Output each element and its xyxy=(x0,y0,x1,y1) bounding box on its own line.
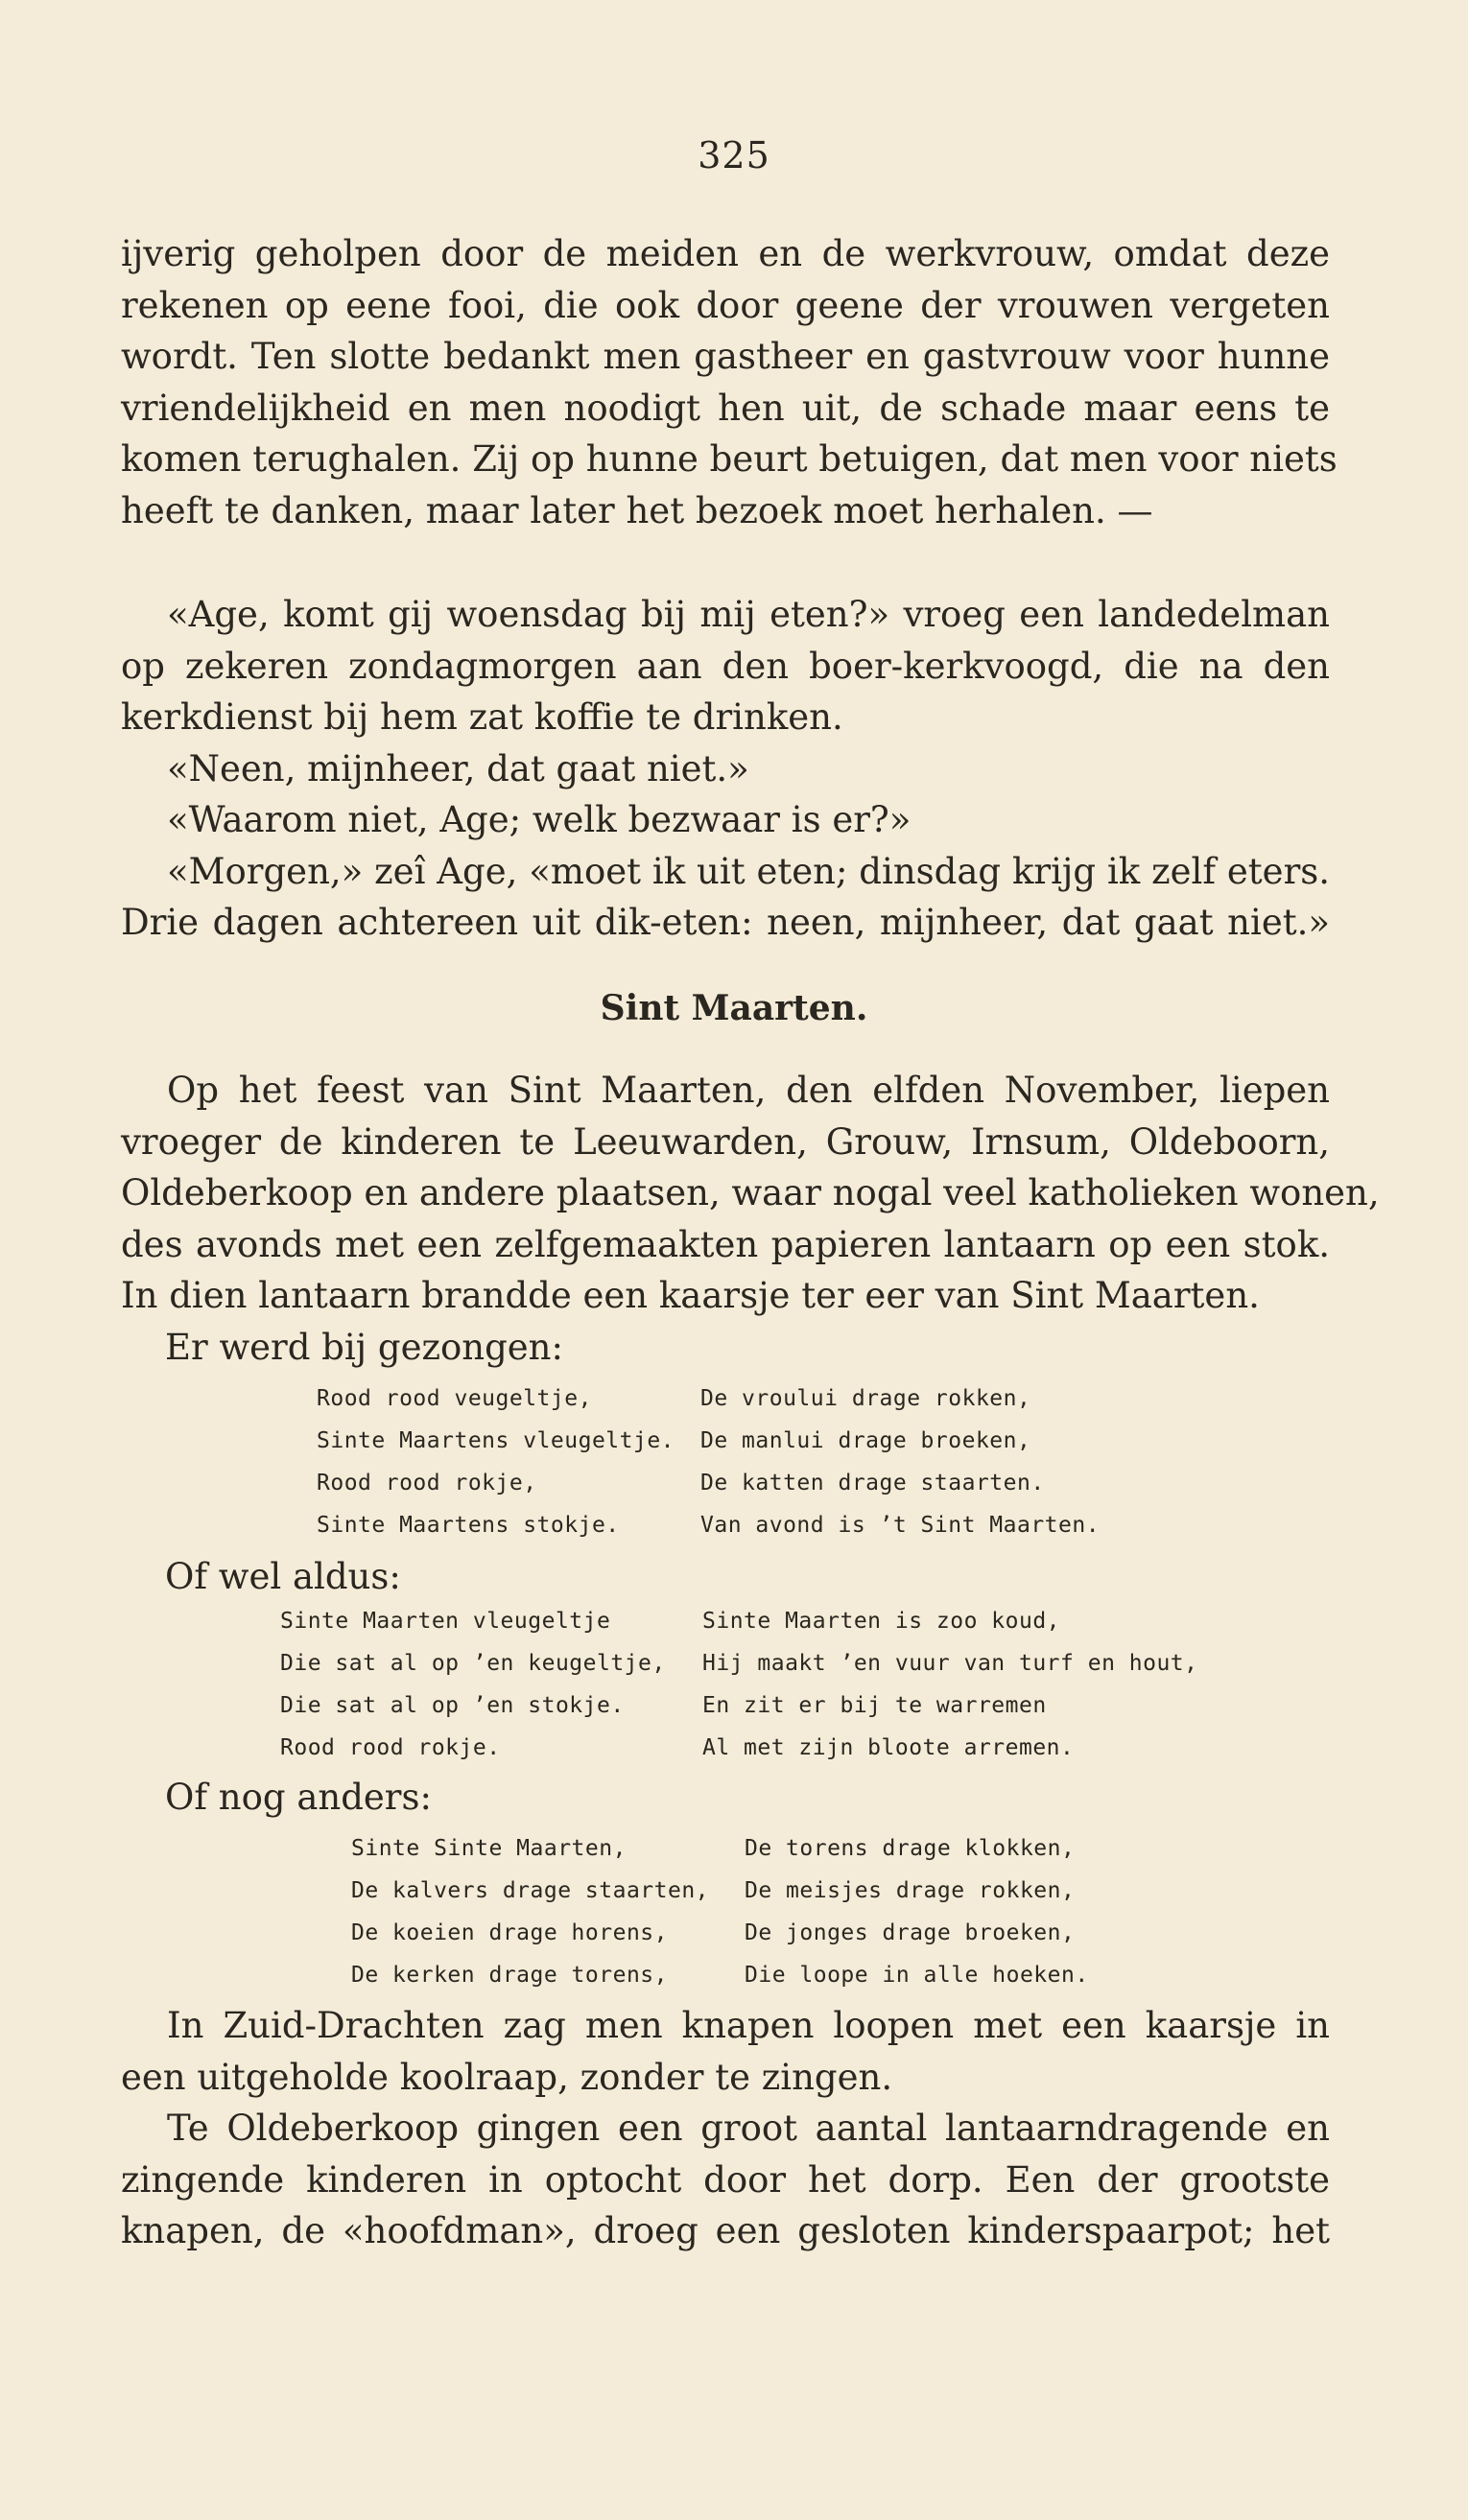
poem-intro: Er werd bij gezongen: xyxy=(165,1327,563,1368)
verse-line: Sinte Maartens stokje. xyxy=(317,1513,620,1538)
verse-line: De koeien drage horens, xyxy=(351,1920,668,1945)
text-line: komen terughalen. Zij op hunne beurt betuigen, dat men voor niets xyxy=(121,438,1338,480)
poem-intro: Of nog anders: xyxy=(165,1777,432,1818)
verse-line: Rood rood veugeltje, xyxy=(317,1386,592,1411)
paragraph-1 xyxy=(121,228,1338,536)
poem-left-column xyxy=(280,1600,666,1769)
text-line: des avonds met een zelfgemaakten papieren lantaarn op een stok. xyxy=(121,1223,1330,1265)
verse-line: De manlui drage broeken, xyxy=(700,1428,1031,1453)
verse-line: Die loope in alle hoeken. xyxy=(745,1963,1089,1988)
verse-line: De meisjes drage rokken, xyxy=(745,1878,1076,1903)
verse-line: Rood rood rokje. xyxy=(280,1735,501,1760)
verse-line: De kalvers drage staarten, xyxy=(351,1878,710,1903)
poem-right-column xyxy=(702,1600,1198,1769)
poem-left-column xyxy=(317,1378,675,1546)
verse-line: Sinte Maarten is zoo koud, xyxy=(702,1609,1061,1634)
verse-line: Die sat al op ’en stokje. xyxy=(280,1693,625,1718)
verse-line: Die sat al op ’en keugeltje, xyxy=(280,1651,666,1676)
poem-left-column xyxy=(351,1827,709,1996)
verse-line: Sinte Maarten vleugeltje xyxy=(280,1609,611,1634)
paragraph-5 xyxy=(121,2000,1330,2257)
text-line: wordt. Ten slotte bedankt men gastheer en gastvrouw voor hunne xyxy=(121,336,1330,377)
verse-line: De vroului drage rokken, xyxy=(700,1386,1031,1411)
text-line: «Morgen,» zeî Age, «moet ik uit eten; dinsdag krijg ik zelf eters. xyxy=(167,850,1330,892)
verse-line: Al met zijn bloote arremen. xyxy=(702,1735,1075,1760)
text-line: Oldeberkoop en andere plaatsen, waar nogal veel katholieken wonen, xyxy=(121,1172,1380,1213)
paragraph-4 xyxy=(121,1065,1380,1322)
text-line: In dien lantaarn brandde een kaarsje ter eer van Sint Maarten. xyxy=(121,1275,1260,1316)
verse-line: De jonges drage broeken, xyxy=(745,1920,1076,1945)
text-line: In Zuid-Drachten zag men knapen loopen met een kaarsje in xyxy=(167,2005,1330,2046)
verse-line: Sinte Sinte Maarten, xyxy=(351,1836,627,1861)
verse-line: Sinte Maartens vleugeltje. xyxy=(317,1428,675,1453)
text-line: «Age, komt gij woensdag bij mij eten?» vroeg een landedelman xyxy=(167,594,1330,635)
paragraph-2 xyxy=(121,589,1330,949)
dialogue-line: «Waarom niet, Age; welk bezwaar is er?» xyxy=(167,799,912,840)
verse-line: De kerken drage torens, xyxy=(351,1963,668,1988)
verse-line: Hij maakt ’en vuur van turf en hout, xyxy=(702,1651,1198,1676)
dialogue-line: «Neen, mijnheer, dat gaat niet.» xyxy=(167,747,749,789)
page-number: 325 xyxy=(698,134,770,177)
verse-line: En zit er bij te warremen xyxy=(702,1693,1047,1718)
text-line: Drie dagen achtereen uit dik-eten: neen, mijnheer, dat gaat niet.» xyxy=(121,902,1330,943)
text-line: knapen, de «hoofdman», droeg een gesloten kinderspaarpot; het xyxy=(121,2210,1330,2251)
verse-line: De torens drage klokken, xyxy=(745,1836,1076,1861)
text-line: een uitgeholde koolraap, zonder te zingen. xyxy=(121,2056,893,2098)
verse-line: Rood rood rokje, xyxy=(317,1471,537,1496)
text-line: heeft te danken, maar later het bezoek moet herhalen. — xyxy=(121,489,1153,531)
text-line: ijverig geholpen door de meiden en de werkvrouw, omdat deze xyxy=(121,233,1330,274)
verse-line: De katten drage staarten. xyxy=(700,1471,1045,1496)
text-line: op zekeren zondagmorgen aan den boer-kerkvoogd, die na den xyxy=(121,645,1330,687)
text-line: kerkdienst bij hem zat koffie te drinken. xyxy=(121,696,843,738)
text-line: vriendelijkheid en men noodigt hen uit, de schade maar eens te xyxy=(121,387,1330,429)
text-line: vroeger de kinderen te Leeuwarden, Grouw, Irnsum, Oldeboorn, xyxy=(121,1120,1330,1163)
poem-right-column xyxy=(700,1378,1100,1546)
section-heading: Sint Maarten. xyxy=(600,988,868,1028)
text-line: zingende kinderen in optocht door het dorp. Een der grootste xyxy=(121,2158,1330,2201)
poem-intro: Of wel aldus: xyxy=(165,1556,401,1597)
text-line: Te Oldeberkoop gingen een groot aantal lantaarndragende en xyxy=(167,2108,1330,2149)
text-line: rekenen op eene fooi, die ook door geene der vrouwen vergeten xyxy=(121,284,1330,326)
verse-line: Van avond is ’t Sint Maarten. xyxy=(700,1513,1101,1538)
text-line: Op het feest van Sint Maarten, den elfden November, liepen xyxy=(167,1070,1330,1111)
poem-right-column xyxy=(745,1827,1089,1996)
